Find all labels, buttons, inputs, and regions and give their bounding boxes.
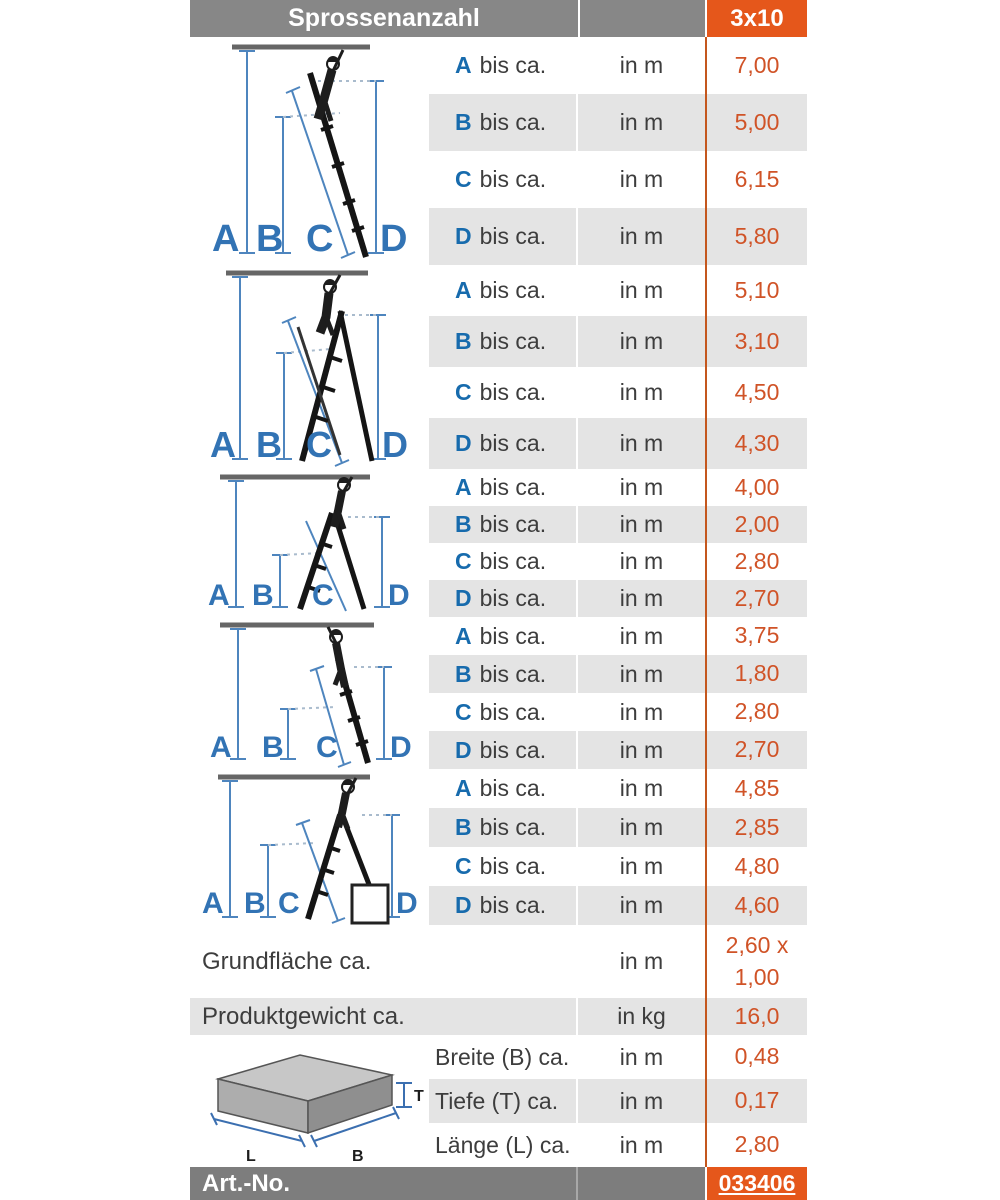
dimension-row [427, 1079, 807, 1123]
row-value: 6,15 [705, 151, 807, 208]
row-value: 5,10 [705, 265, 807, 316]
row-letter: A [455, 277, 472, 303]
row-value: 2,00 [705, 506, 807, 543]
row-unit: in m [578, 543, 705, 580]
row-label [427, 693, 578, 731]
spec-row [427, 94, 807, 151]
article-number-row [190, 1167, 807, 1200]
row-unit: in m [578, 316, 705, 367]
row-value: 5,80 [705, 208, 807, 265]
dimension-row [427, 1035, 807, 1079]
row-unit: in m [578, 367, 705, 418]
row-label: Produktgewicht ca. [190, 998, 578, 1035]
stepladder-diagram [190, 469, 427, 617]
header-model-badge: 3x10 [705, 0, 807, 37]
row-unit: in m [578, 925, 705, 998]
row-unit: in m [578, 847, 705, 886]
row-label-text: bis ca. [479, 660, 547, 687]
row-label [427, 506, 578, 543]
stepladder-on-box-diagram [190, 769, 427, 925]
row-value: 7,00 [705, 37, 807, 94]
row-letter: A [455, 52, 472, 78]
row-label: Länge (L) ca. [427, 1123, 578, 1167]
diagram-letter-d: D [396, 887, 418, 920]
row-label-text: bis ca. [479, 853, 547, 879]
row-unit: in m [578, 1123, 705, 1167]
spec-row [427, 693, 807, 731]
section-stepladder [190, 469, 807, 617]
row-value: 2,80 [705, 543, 807, 580]
row-value: 0,48 [705, 1035, 807, 1079]
row-value: 16,0 [705, 998, 807, 1035]
diagram-letter-c: C [306, 218, 334, 260]
row-label: Breite (B) ca. [427, 1035, 578, 1079]
base-area-row [190, 925, 807, 998]
diagram-letter-a: A [202, 887, 224, 920]
spec-row [427, 151, 807, 208]
row-value: 2,70 [705, 731, 807, 769]
row-label [427, 731, 578, 769]
row-letter: C [455, 379, 472, 405]
isometric-box-diagram [190, 1035, 427, 1167]
leaning-extension-ladder-diagram [190, 37, 427, 265]
row-letter: D [455, 736, 472, 763]
product-weight-row [190, 998, 807, 1035]
diagram-letter-b: B [256, 218, 284, 260]
section-dimensions [190, 1035, 807, 1167]
row-label [427, 208, 578, 265]
row-label [427, 37, 578, 94]
diagram-letter-d: D [380, 218, 408, 260]
spec-row [427, 469, 807, 506]
diagram-letter-b: B [252, 579, 274, 612]
section-stepladder-on-box [190, 769, 807, 925]
row-label-text: bis ca. [479, 328, 547, 354]
spec-row [427, 506, 807, 543]
leaning-ladder-diagram [190, 617, 427, 769]
spec-row [427, 580, 807, 617]
row-value: 4,30 [705, 418, 807, 469]
row-label [427, 847, 578, 886]
diagram-letter-c: C [278, 887, 300, 920]
row-label-text: bis ca. [479, 892, 547, 918]
box-length-label: L [246, 1148, 256, 1165]
row-label [427, 265, 578, 316]
row-unit: in m [578, 265, 705, 316]
article-number-label: Art.-No. [190, 1167, 578, 1200]
spec-row [427, 886, 807, 925]
row-label-text: bis ca. [479, 622, 547, 649]
row-value: 2,85 [705, 808, 807, 847]
row-label [427, 151, 578, 208]
row-letter: D [455, 430, 472, 456]
dimension-row [427, 1123, 807, 1167]
row-label [427, 418, 578, 469]
row-letter: C [455, 853, 472, 879]
row-value: 2,80 [705, 1123, 807, 1167]
row-letter: D [455, 585, 472, 611]
spec-row [427, 808, 807, 847]
row-unit: in m [578, 617, 705, 655]
row-label-text: bis ca. [479, 585, 547, 611]
row-label-text: bis ca. [479, 223, 547, 249]
row-unit: in m [578, 37, 705, 94]
row-label [427, 886, 578, 925]
row-label-text: bis ca. [479, 430, 547, 456]
row-label-text: bis ca. [479, 775, 547, 801]
box-width-label: B [352, 1148, 364, 1165]
diagram-letter-b: B [256, 424, 282, 465]
row-unit: in m [578, 769, 705, 808]
row-value: 4,00 [705, 469, 807, 506]
diagram-letter-d: D [390, 731, 412, 764]
spec-row [427, 316, 807, 367]
row-label [427, 655, 578, 693]
diagram-letter-c: C [316, 731, 338, 764]
row-unit: in m [578, 418, 705, 469]
spec-row [427, 37, 807, 94]
row-value: 0,17 [705, 1079, 807, 1123]
row-label: Grundfläche ca. [190, 925, 578, 998]
row-unit: in m [578, 731, 705, 769]
row-label-text: bis ca. [479, 277, 547, 303]
spec-row [427, 617, 807, 655]
section-leaning-ladder [190, 617, 807, 769]
row-letter: A [455, 775, 472, 801]
row-value: 4,50 [705, 367, 807, 418]
row-label [427, 469, 578, 506]
row-letter: B [455, 109, 472, 135]
spec-row [427, 655, 807, 693]
row-value: 4,60 [705, 886, 807, 925]
row-unit: in m [578, 1035, 705, 1079]
diagram-letter-c: C [312, 579, 334, 612]
row-letter: A [455, 622, 472, 649]
row-unit: in m [578, 469, 705, 506]
row-label: Tiefe (T) ca. [427, 1079, 578, 1123]
row-unit: in m [578, 506, 705, 543]
article-number-value[interactable]: 033406 [705, 1167, 807, 1200]
row-unit: in m [578, 655, 705, 693]
row-letter: D [455, 892, 472, 918]
spec-row [427, 769, 807, 808]
row-value: 5,00 [705, 94, 807, 151]
article-number-spacer [578, 1167, 705, 1200]
row-letter: C [455, 548, 472, 574]
diagram-letter-a: A [210, 424, 236, 465]
diagram-letter-a: A [208, 579, 230, 612]
diagram-letter-c: C [306, 424, 332, 465]
row-label-text: bis ca. [479, 548, 547, 574]
box-thickness-label: T [414, 1088, 424, 1105]
row-label-text: bis ca. [479, 109, 547, 135]
header-empty-cell [578, 0, 705, 37]
spec-row [427, 265, 807, 316]
row-letter: B [455, 328, 472, 354]
row-unit: in m [578, 1079, 705, 1123]
row-label-text: bis ca. [479, 379, 547, 405]
row-label-text: bis ca. [479, 814, 547, 840]
diagram-letter-a: A [212, 218, 240, 260]
row-label-text: bis ca. [479, 698, 547, 725]
diagram-letter-d: D [382, 424, 408, 465]
row-label [427, 543, 578, 580]
spec-row [427, 731, 807, 769]
row-label [427, 580, 578, 617]
section-stepladder-extension [190, 265, 807, 469]
diagram-letter-b: B [244, 887, 266, 920]
row-letter: A [455, 474, 472, 500]
spec-row [427, 543, 807, 580]
row-unit: in m [578, 580, 705, 617]
row-unit: in m [578, 886, 705, 925]
spec-row [427, 367, 807, 418]
header-title: Sprossenanzahl [190, 0, 578, 37]
table-header [190, 0, 807, 37]
row-label [427, 367, 578, 418]
spec-row [427, 208, 807, 265]
row-letter: C [455, 166, 472, 192]
row-label [427, 94, 578, 151]
row-letter: B [455, 511, 472, 537]
row-label-text: bis ca. [479, 736, 547, 763]
diagram-letter-a: A [210, 731, 232, 764]
row-value: 3,75 [705, 617, 807, 655]
stepladder-with-extension-diagram [190, 265, 427, 469]
row-label [427, 316, 578, 367]
row-letter: D [455, 223, 472, 249]
row-unit: in m [578, 808, 705, 847]
row-letter: B [455, 660, 472, 687]
row-value: 4,80 [705, 847, 807, 886]
row-letter: C [455, 698, 472, 725]
spec-row [427, 847, 807, 886]
row-unit: in m [578, 208, 705, 265]
row-label-text: bis ca. [479, 166, 547, 192]
row-label-text: bis ca. [479, 474, 547, 500]
row-value: 2,80 [705, 693, 807, 731]
row-value: 2,60 x 1,00 [705, 925, 807, 998]
row-value: 2,70 [705, 580, 807, 617]
row-letter: B [455, 814, 472, 840]
row-value: 4,85 [705, 769, 807, 808]
diagram-letter-b: B [262, 731, 284, 764]
diagram-letter-d: D [388, 579, 410, 612]
row-label [427, 808, 578, 847]
section-leaning-extension-ladder [190, 37, 807, 265]
row-unit: in m [578, 693, 705, 731]
row-label-text: bis ca. [479, 52, 547, 78]
row-unit: in kg [578, 998, 705, 1035]
product-spec-table [190, 0, 807, 1200]
row-label-text: bis ca. [479, 511, 547, 537]
row-unit: in m [578, 94, 705, 151]
row-label [427, 769, 578, 808]
row-value: 3,10 [705, 316, 807, 367]
spec-row [427, 418, 807, 469]
row-unit: in m [578, 151, 705, 208]
row-value: 1,80 [705, 655, 807, 693]
row-label [427, 617, 578, 655]
